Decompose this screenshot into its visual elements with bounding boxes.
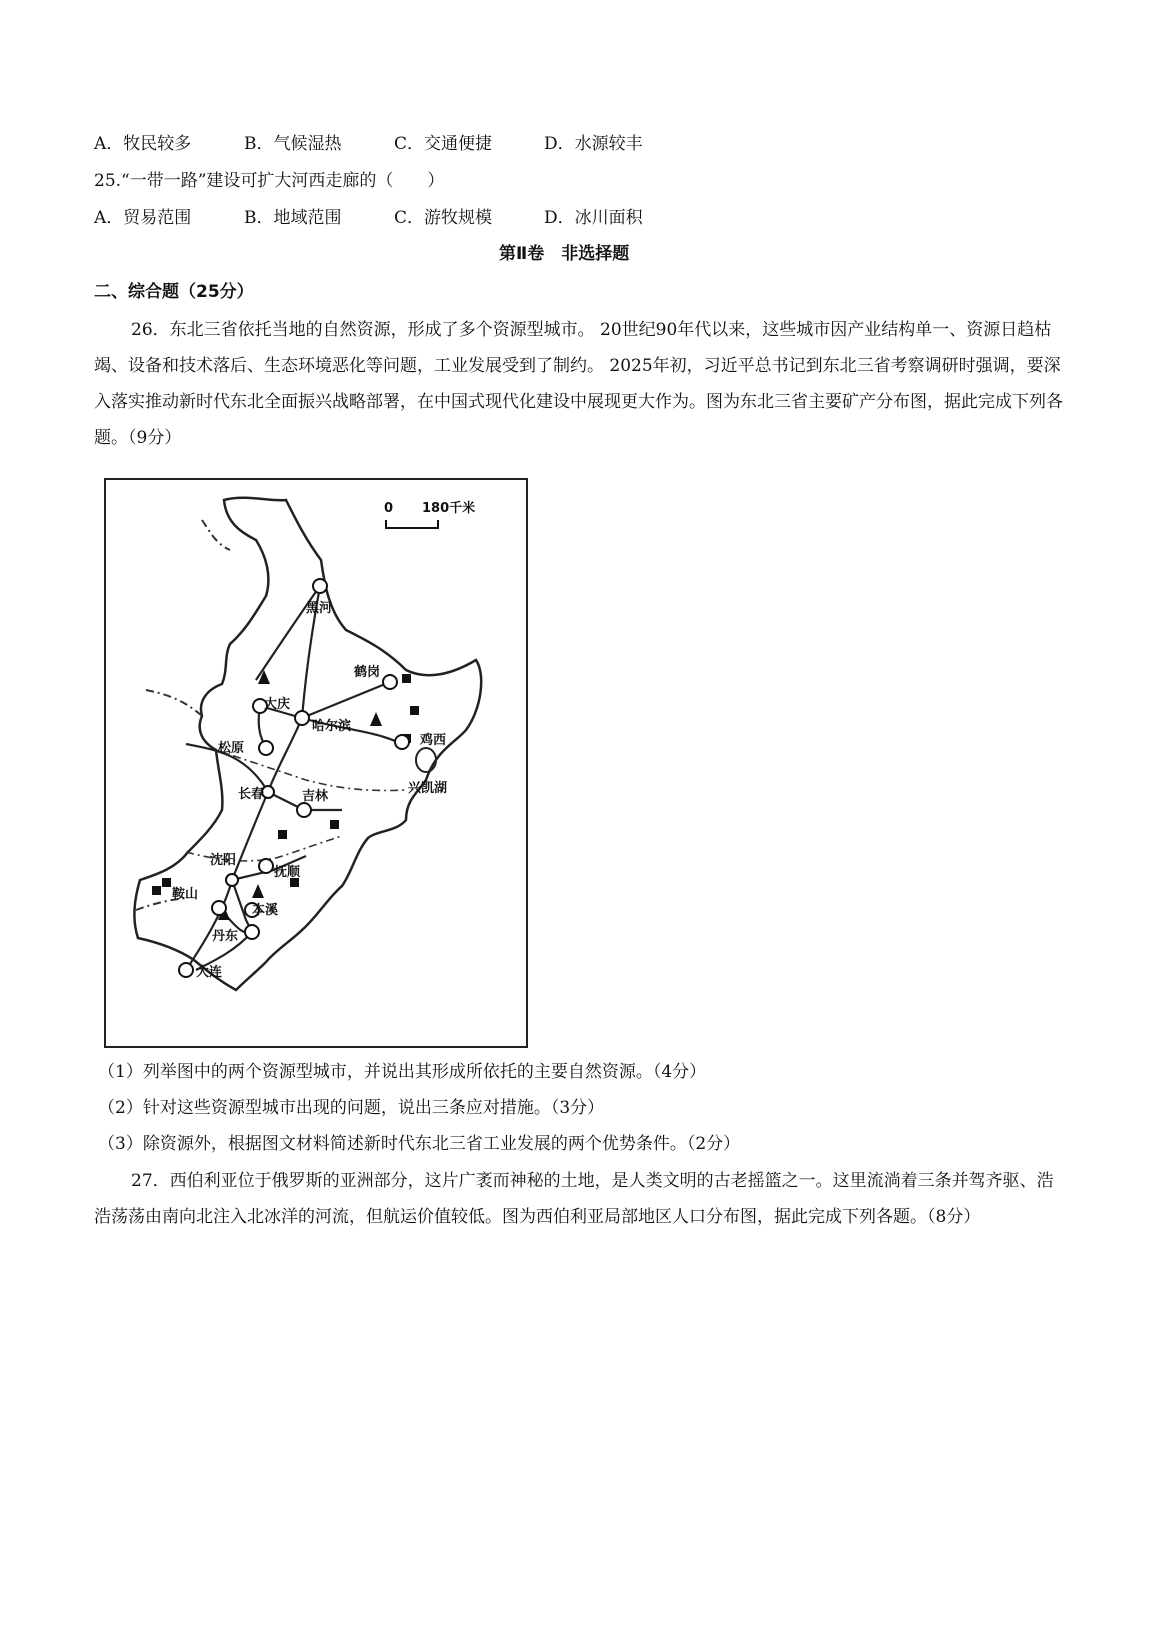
q25-option-b: B．地域范围 bbox=[244, 208, 342, 228]
q25-option-d: D．冰川面积 bbox=[544, 208, 643, 228]
coal-mine-icon bbox=[152, 886, 161, 895]
coal-mine-icon bbox=[402, 674, 411, 683]
city-label-daqing: 大庆 bbox=[264, 697, 291, 712]
city-label-changchun: 长春 bbox=[238, 787, 265, 802]
northeast-mineral-map bbox=[104, 478, 528, 1048]
q25-options bbox=[94, 207, 643, 229]
city-label-songyuan: 松原 bbox=[218, 741, 245, 756]
city-label-jilin: 吉林 bbox=[302, 789, 329, 804]
q26-sub2: （2）针对这些资源型城市出现的问题，说出三条应对措施。（3分） bbox=[98, 1098, 605, 1118]
city-label-dalian: 大连 bbox=[196, 965, 223, 980]
q26-sub1: （1）列举图中的两个资源型城市，并说出其形成所依托的主要自然资源。（4分） bbox=[98, 1062, 707, 1082]
scale-bar bbox=[384, 500, 475, 528]
coal-mine-icon bbox=[162, 878, 171, 887]
mine-icon bbox=[370, 712, 382, 726]
q26-paragraph: 26．东北三省依托当地的自然资源，形成了多个资源型城市。 20世纪90年代以来，这些城市因产业结构单一、资源日趋枯竭、设备和技术落后、生态环境恶化等问题，工业发展受到了制约。 2025年初，习近平总书记到东北三省考察调研时强调，要深入落实推动新时代东北全面振兴战略部署，在中国式现代化建设中展现更大作为。图为东北三省主要矿产分布图，据此完成下列各题。（9分） bbox=[94, 320, 1063, 448]
q24-option-a: A．牧民较多 bbox=[94, 134, 192, 154]
city-label-benxi: 本溪 bbox=[252, 903, 279, 918]
border-hl-jl bbox=[216, 750, 406, 791]
scale-distance-label: 180千米 bbox=[422, 501, 476, 516]
q25-option-a: A．贸易范围 bbox=[94, 208, 192, 228]
border-west bbox=[136, 520, 230, 910]
coal-mine-icon bbox=[330, 820, 339, 829]
city-label-shenyang: 沈阳 bbox=[210, 853, 237, 868]
scale-zero-label: 0 bbox=[384, 501, 394, 516]
q24-option-b: B．气候湿热 bbox=[244, 134, 342, 154]
q27-paragraph: 27．西伯利亚位于俄罗斯的亚洲部分，这片广袤而神秘的土地，是人类文明的古老摇篮之一。这里流淌着三条并驾齐驱、浩浩荡荡由南向北注入北冰洋的河流，但航运价值较低。图为西伯利亚局部地区人口分布图，据此完成下列各题。（8分） bbox=[94, 1171, 1054, 1227]
lake-icon bbox=[416, 748, 436, 772]
city-label-anshan: 鞍山 bbox=[172, 887, 199, 902]
q24-options bbox=[94, 133, 643, 155]
q26-sub3: （3）除资源外，根据图文材料简述新时代东北三省工业发展的两个优势条件。（2分） bbox=[98, 1134, 741, 1154]
q24-option-c: C．交通便捷 bbox=[394, 134, 493, 154]
city-label-dandong: 丹东 bbox=[212, 929, 239, 944]
coal-mine-icon bbox=[278, 830, 287, 839]
city-label-hegang: 鹤岗 bbox=[354, 665, 381, 680]
city-label-xingkai-lake: 兴凯湖 bbox=[408, 781, 448, 796]
mine-icon bbox=[252, 884, 264, 898]
section-heading: 二、综合题（25分） bbox=[94, 282, 254, 302]
oil-field-icon bbox=[258, 670, 270, 684]
q24-option-d: D．水源较丰 bbox=[544, 134, 643, 154]
coal-mine-icon bbox=[410, 706, 419, 715]
city-label-fushun: 抚顺 bbox=[274, 865, 301, 880]
city-label-harbin: 哈尔滨 bbox=[312, 719, 352, 734]
q25-option-c: C．游牧规模 bbox=[394, 208, 493, 228]
q25-stem: 25.“一带一路”建设可扩大河西走廊的（ ） bbox=[94, 171, 445, 191]
volume-title: 第Ⅱ卷 非选择题 bbox=[499, 244, 630, 264]
city-markers bbox=[179, 579, 409, 977]
city-label-jixi: 鸡西 bbox=[420, 733, 447, 748]
city-label-heihe: 黑河 bbox=[306, 601, 333, 616]
